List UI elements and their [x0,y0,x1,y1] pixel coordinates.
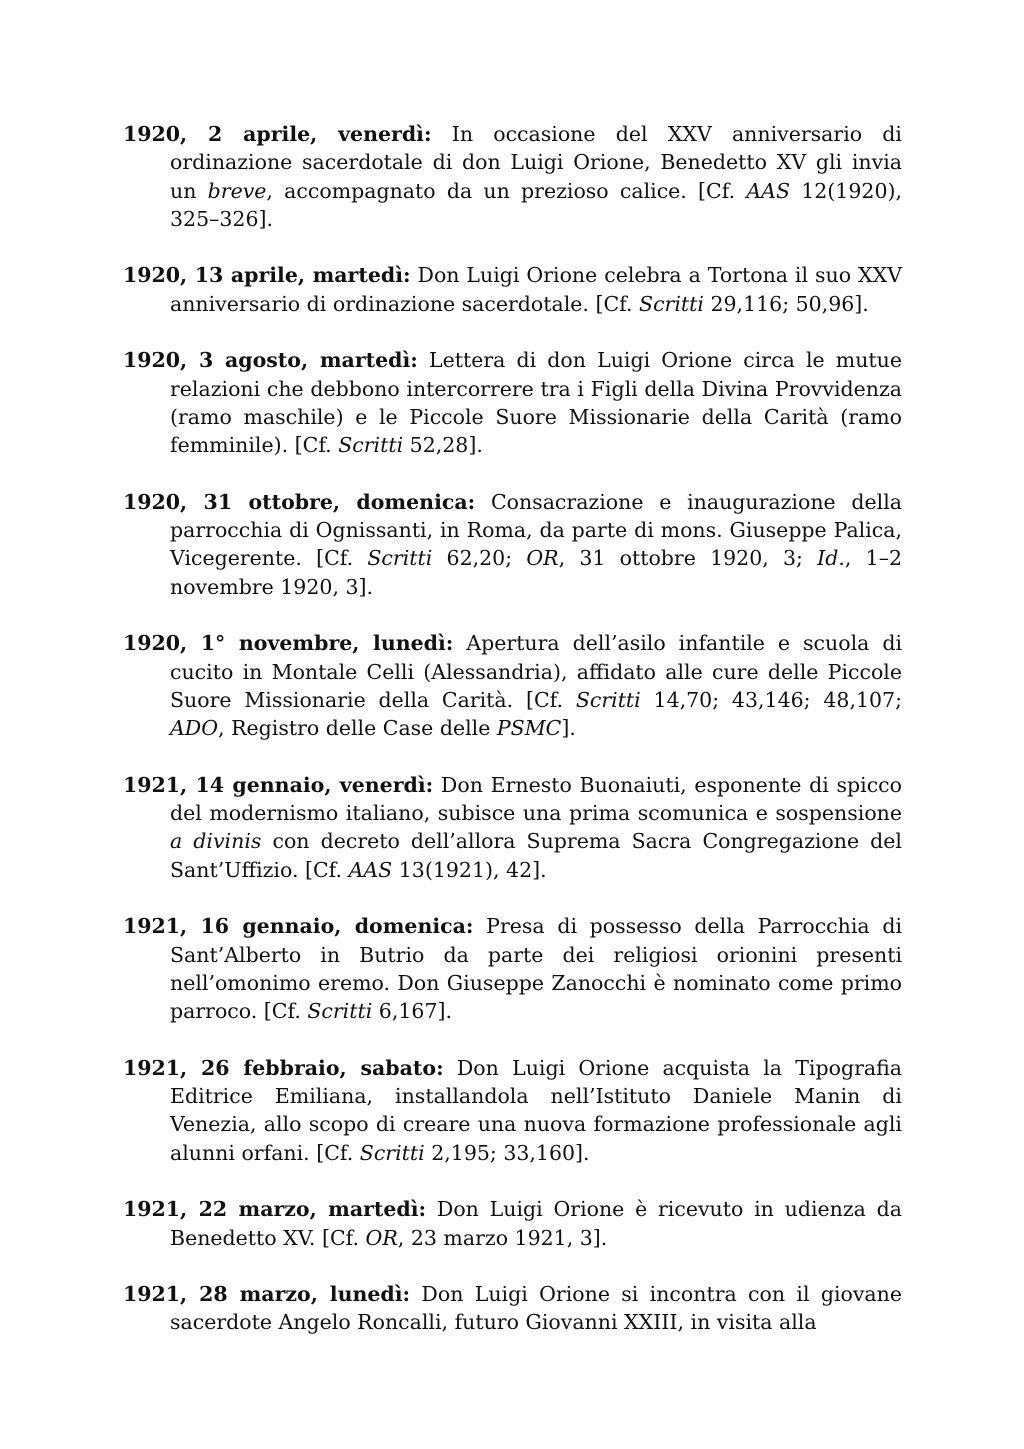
chronology-entry [123,629,902,742]
entry-text: ]. [561,716,576,741]
entry-text: Don Luigi Orione celebra a Tortona il suo XXV anniversario di ordinazione sacerdotale. [Cf. [170,263,902,316]
entry-italic-text: Scritti [575,687,641,712]
entry-date-heading: 1920, 2 aprile, venerdì: [123,122,432,146]
chronology-entry [123,912,902,1025]
entry-text: , accompagnato da un prezioso calice. [Cf. [266,178,747,203]
entry-date-heading: 1920, 13 aprile, martedì: [123,263,411,288]
entry-italic-text: Id [817,546,839,571]
entry-text: , 31 ottobre 1920, 3; [558,546,818,571]
entry-text: Don Luigi Orione è ricevuto in udienza da Benedetto XV. [Cf. [170,1197,902,1250]
chronology-entry [123,1280,902,1337]
entry-italic-text: OR [526,546,559,571]
chronology-entry [123,1195,902,1252]
entry-italic-text: PSMC [496,716,562,741]
entry-italic-text: OR [365,1225,398,1250]
entry-italic-text: AAS [348,857,393,882]
chronology-entry [123,120,902,233]
entry-text: Don Ernesto Buonaiuti, esponente di spicco del modernismo italiano, subisce una prima scomunica e sospensione [170,772,903,826]
entry-text: 2,195; 33,160]. [424,1140,590,1165]
chronology-entry [123,771,902,884]
entry-text: Presa di possesso della Parrocchia di Sant’Alberto in Butrio da parte dei religiosi orionini presenti nell’omonimo eremo. Don Giuseppe Zanocchi è nominato come primo parroco. [Cf. [170,914,903,1024]
entry-text: 6,167]. [372,999,452,1024]
entry-text: 14,70; 43,146; 48,107; [640,687,903,712]
entry-italic-text: Scritti [359,1140,425,1165]
entry-date-heading: 1921, 28 marzo, lunedì: [123,1282,411,1307]
entry-text: 12(1920), 325–326]. [170,178,902,231]
entry-italic-text: a divinis [170,829,262,854]
chronology-entry [123,1054,902,1167]
entry-text: 62,20; [432,546,527,571]
entry-text: In occasione del XXV anniversario di ordinazione sacerdotale di don Luigi Orione, Benedetto XV gli invia un [170,122,902,203]
entry-italic-text: Scritti [307,999,373,1024]
chronology-entry [123,346,902,459]
entry-text: Don Luigi Orione acquista la Tipografia Editrice Emiliana, installandola nell’Istituto Daniele Manin di Venezia, allo scopo di creare una nuova formazione professionale agli alunni orfani. [Cf. [170,1055,902,1165]
chronology-entry [123,261,902,318]
entry-text: con decreto dell’allora Suprema Sacra Congregazione del Sant’Uffizio. [Cf. [170,829,902,882]
entry-italic-text: Scritti [367,546,433,571]
entry-text: 52,28]. [403,433,483,458]
entry-italic-text: ADO [170,716,219,741]
entry-date-heading: 1921, 14 gennaio, venerdì: [123,772,434,797]
chronology-entry [123,488,902,601]
entry-italic-text: breve [207,178,267,203]
entry-text: Consacrazione e inaugurazione della parrocchia di Ognissanti, in Roma, da parte di mons. Giuseppe Palica, Vicegerente. [Cf. [170,489,902,571]
entry-italic-text: Scritti [639,291,704,316]
entry-text: 13(1921), 42]. [392,857,547,882]
entry-date-heading: 1920, 3 agosto, martedì: [123,348,418,373]
entry-text: Apertura dell’asilo infantile e scuola di cucito in Montale Celli (Alessandria), affidato alle cure delle Piccole Suore Missionarie della Carità. [Cf. [170,631,902,712]
entry-date-heading: 1920, 1° novembre, lunedì: [123,631,454,656]
entry-date-heading: 1921, 16 gennaio, domenica: [123,914,474,939]
entry-date-heading: 1920, 31 ottobre, domenica: [123,489,476,514]
entry-text: 29,116; 50,96]. [703,291,869,316]
entry-text: Lettera di don Luigi Orione circa le mutue relazioni che debbono intercorrere tra i Figli della Divina Provvidenza (ramo maschile) e le Piccole Suore Missionarie della Carità (ramo femminile). [Cf. [170,348,902,458]
entry-text: , 23 marzo 1921, 3]. [397,1225,608,1250]
entry-italic-text: Scritti [338,433,404,458]
chronology-entries [123,120,902,1337]
entry-date-heading: 1921, 26 febbraio, sabato: [123,1055,444,1080]
entry-text: , Registro delle Case delle [218,716,497,741]
entry-italic-text: AAS [746,178,790,203]
entry-date-heading: 1921, 22 marzo, martedì: [123,1197,427,1222]
entry-text: Don Luigi Orione si incontra con il giovane sacerdote Angelo Roncalli, futuro Giovanni XXIII, in visita alla [170,1282,902,1335]
entry-text: ., 1–2 novembre 1920, 3]. [170,546,902,599]
